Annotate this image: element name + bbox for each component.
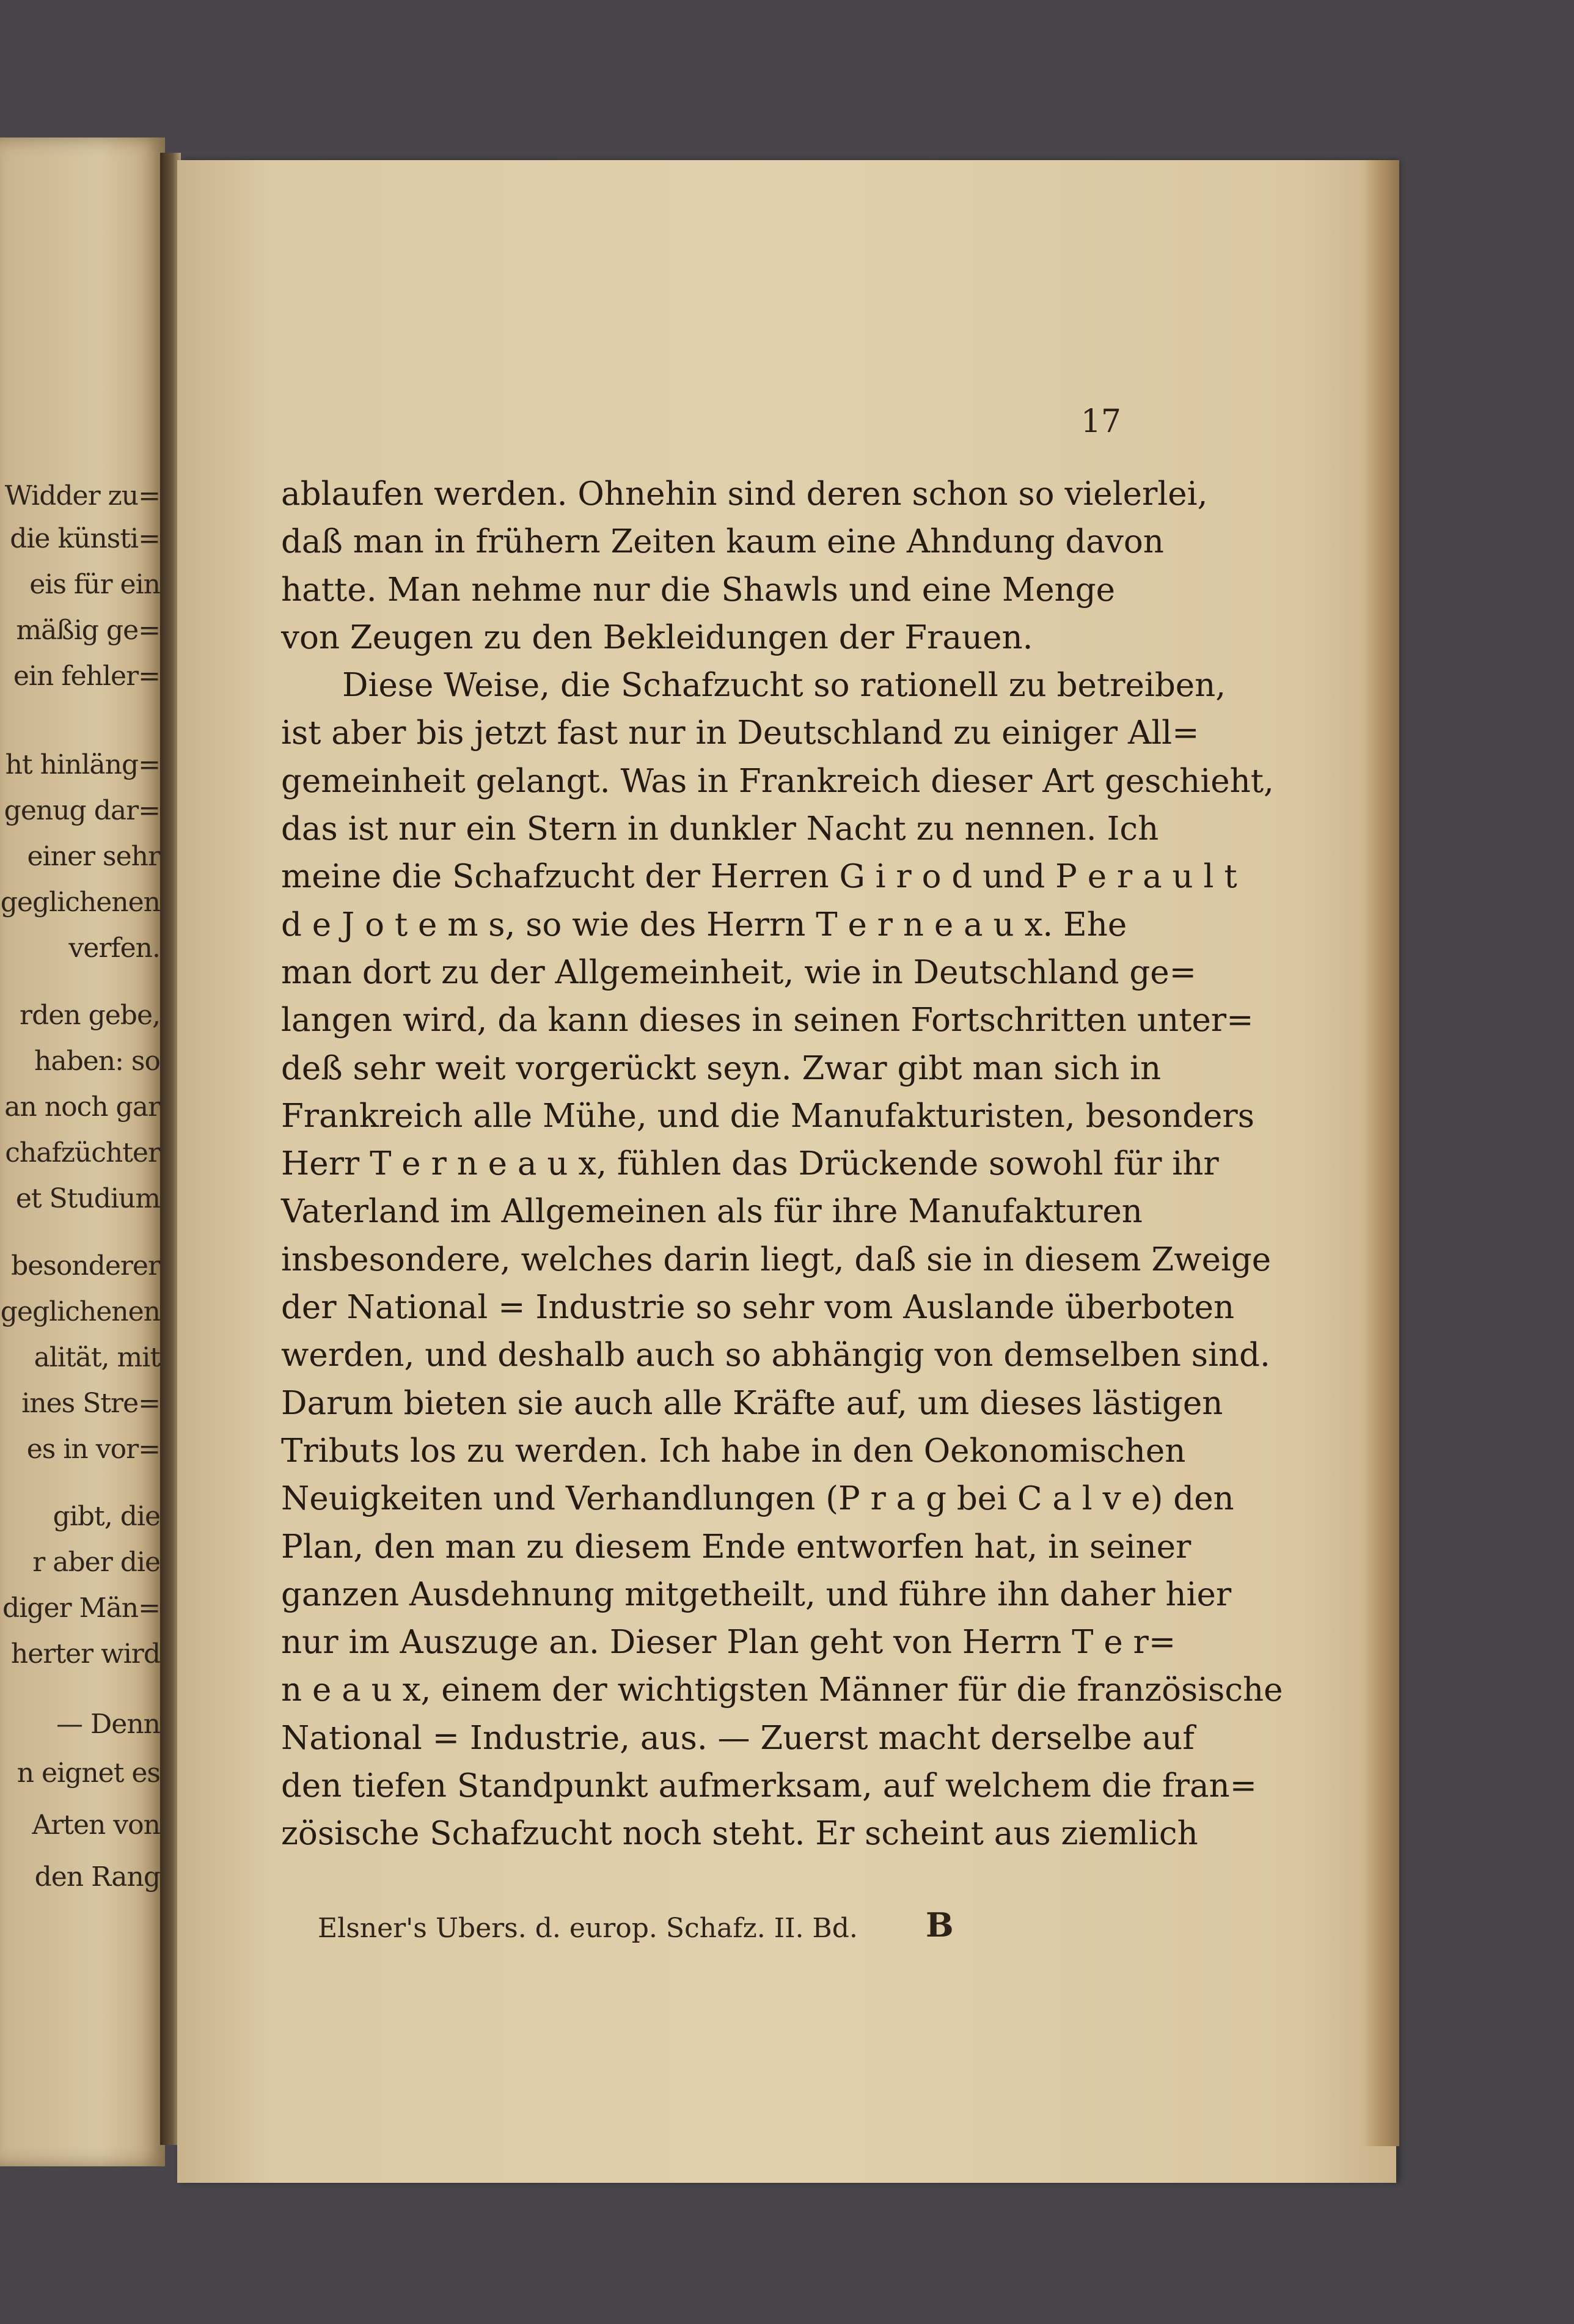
text-line: meine die Schafzucht der Herren G i r o d und P e r a u l t <box>281 858 1237 896</box>
text-line: daß man in frühern Zeiten kaum eine Ahndung davon <box>281 523 1164 561</box>
text-line: ganzen Ausdehnung mitgetheilt, und führe ihn daher hier <box>281 1575 1232 1613</box>
text-line: das ist nur ein Stern in dunkler Nacht zu nennen. Ich <box>281 810 1159 848</box>
left-page-line: r aber die <box>32 1547 160 1578</box>
left-page-line: es in vor= <box>26 1434 160 1465</box>
page-edge <box>1363 160 1399 2146</box>
left-page-line: die künsti= <box>10 523 160 554</box>
text-line: Diese Weise, die Schafzucht so rationell zu betreiben, <box>342 667 1226 705</box>
left-page-line: ht hinläng= <box>5 749 160 780</box>
text-line: gemeinheit gelangt. Was in Frankreich dieser Art geschieht, <box>281 762 1274 800</box>
text-line: insbesondere, welches darin liegt, daß sie in diesem Zweige <box>281 1241 1272 1278</box>
left-page <box>0 137 165 2166</box>
text-line: ist aber bis jetzt fast nur in Deutschland zu einiger All= <box>281 714 1199 752</box>
signature-mark: B <box>926 1905 954 1945</box>
left-page-line: genug dar= <box>4 795 160 826</box>
left-page-line: et Studium <box>15 1183 160 1214</box>
text-line: hatte. Man nehme nur die Shawls und eine Menge <box>281 571 1115 609</box>
left-page-line: eis für ein <box>29 569 160 600</box>
left-page-line: verfen. <box>68 933 160 964</box>
left-page-line: ines Stre= <box>21 1388 160 1419</box>
body-text <box>281 471 1283 1858</box>
left-page-line: Arten von <box>32 1809 160 1841</box>
text-line: Tributs los zu werden. Ich habe in den Oekonomischen <box>281 1432 1186 1470</box>
text-line: d e J o t e m s, so wie des Herrn T e r n e a u x. Ehe <box>281 906 1127 944</box>
left-page-line: — Denn <box>56 1709 160 1740</box>
text-line: zösische Schafzucht noch steht. Er scheint aus ziemlich <box>281 1815 1198 1853</box>
left-page-line: den Rang <box>34 1861 160 1893</box>
text-line: nur im Auszuge an. Dieser Plan geht von Herrn T e r= <box>281 1624 1176 1662</box>
text-line: man dort zu der Allgemeinheit, wie in Deutschland ge= <box>281 953 1197 991</box>
left-page-line: chafzüchter <box>5 1137 160 1168</box>
left-page-line: Widder zu= <box>4 480 160 511</box>
left-page-line: einer sehr <box>27 841 160 872</box>
text-line: ablaufen werden. Ohnehin sind deren schon so vielerlei, <box>281 475 1208 513</box>
page-number: 17 <box>1080 403 1121 440</box>
left-page-line: an noch gar <box>4 1091 160 1123</box>
text-line: deß sehr weit vorgerückt seyn. Zwar gibt man sich in <box>281 1049 1162 1087</box>
left-page-line: herter wird <box>10 1638 160 1670</box>
left-page-line: besonderer <box>11 1250 160 1281</box>
left-page-line: diger Män= <box>2 1593 160 1624</box>
left-page-line: alität, mit <box>34 1342 160 1373</box>
text-line: n e a u x, einem der wichtigsten Männer für die französische <box>281 1671 1283 1709</box>
text-line: von Zeugen zu den Bekleidungen der Frauen. <box>281 618 1033 656</box>
text-line: langen wird, da kann dieses in seinen Fortschritten unter= <box>281 1002 1254 1039</box>
text-line: National = Industrie, aus. — Zuerst macht derselbe auf <box>281 1719 1195 1757</box>
text-line: Plan, den man zu diesem Ende entworfen hat, in seiner <box>281 1528 1191 1566</box>
text-line: der National = Industrie so sehr vom Auslande überboten <box>281 1289 1235 1327</box>
text-line: den tiefen Standpunkt aufmerksam, auf welchem die fran= <box>281 1767 1257 1805</box>
left-page-line: ein fehler= <box>13 661 160 692</box>
text-line: Frankreich alle Mühe, und die Manufakturisten, besonders <box>281 1097 1254 1135</box>
text-line: werden, und deshalb auch so abhängig von demselben sind. <box>281 1336 1270 1374</box>
left-page-line: gibt, die <box>53 1501 160 1532</box>
footer-citation: Elsner's Ubers. d. europ. Schafz. II. Bd. <box>318 1913 858 1944</box>
left-page-line: mäßig ge= <box>16 615 160 646</box>
text-line: Darum bieten sie auch alle Kräfte auf, um dieses lästigen <box>281 1384 1223 1422</box>
left-page-line: geglichenen <box>0 887 160 918</box>
text-line: Neuigkeiten und Verhandlungen (P r a g bei C a l v e) den <box>281 1480 1234 1518</box>
text-line: Herr T e r n e a u x, fühlen das Drückende sowohl für ihr <box>281 1145 1219 1183</box>
left-page-line: geglichenen <box>0 1296 160 1327</box>
text-line: Vaterland im Allgemeinen als für ihre Manufakturen <box>281 1193 1143 1231</box>
left-page-line: n eignet es <box>16 1758 160 1789</box>
left-page-line: rden gebe, <box>20 1000 160 1031</box>
left-page-line: haben: so <box>34 1046 160 1077</box>
